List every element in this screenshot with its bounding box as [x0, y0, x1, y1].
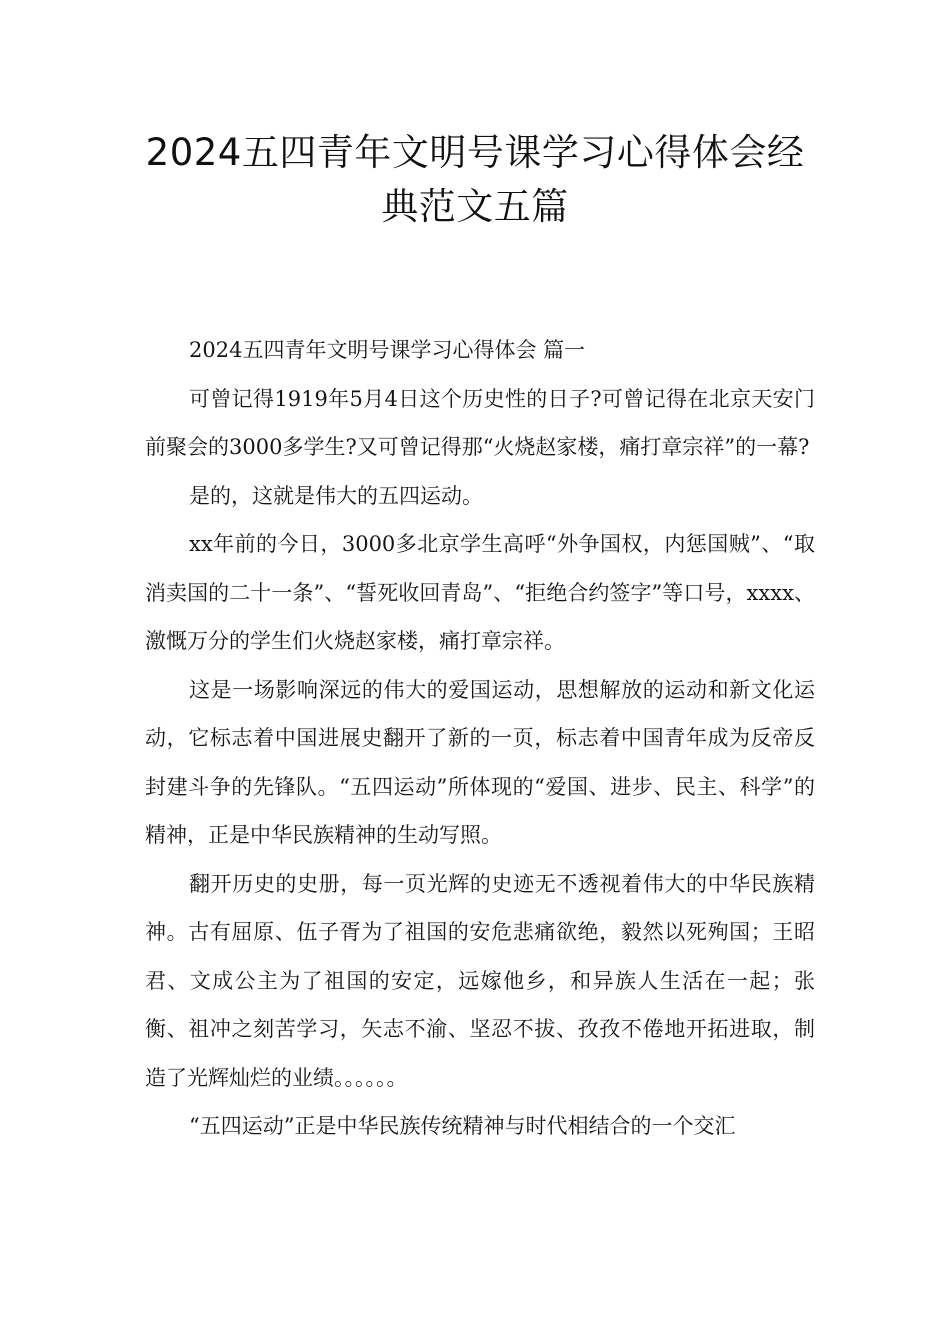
paragraph: 这是一场影响深远的伟大的爱国运动，思想解放的运动和新文化运动，它标志着中国进展史翻开了新的一页，标志着中国青年成为反帝反封建斗争的先锋队。“五四运动”所体现的“爱国、进步、民主、科学”的精神，正是中华民族精神的生动写照。 [145, 677, 815, 847]
document-title [100, 126, 850, 234]
paragraph: xx年前的今日，3000多北京学生高呼“外争国权，内惩国贼”、“取消卖国的二十一条”、“誓死收回青岛”、“拒绝合约签字”等口号，xxxx、激慨万分的学生们火烧赵家楼，痛打章宗祥。 [145, 532, 815, 653]
paragraph: 翻开历史的史册，每一页光辉的史迹无不透视着伟大的中华民族精神。古有屈原、伍子胥为了祖国的安危悲痛欲绝，毅然以死殉国；王昭君、文成公主为了祖国的安定，远嫁他乡，和异族人生活在一起；张衡、祖冲之刻苦学习，矢志不渝、坚忍不拔、孜孜不倦地开拓进取，制造了光辉灿烂的业绩。。。。。。 [145, 871, 815, 1090]
paragraph: 可曾记得1919年5月4日这个历史性的日子?可曾记得在北京天安门前聚会的3000多学生?又可曾记得那“火烧赵家楼，痛打章宗祥”的一幕? [145, 386, 815, 459]
paragraph: “五四运动”正是中华民族传统精神与时代相结合的一个交汇 [189, 1114, 736, 1138]
document-body [145, 326, 815, 1151]
title-line-2: 典范文五篇 [381, 185, 569, 228]
paragraph: 是的，这就是伟大的五四运动。 [189, 483, 483, 508]
title-line-1: 2024五四青年文明号课学习心得体会经 [145, 131, 805, 174]
section-heading: 2024五四青年文明号课学习心得体会 篇一 [189, 338, 586, 362]
